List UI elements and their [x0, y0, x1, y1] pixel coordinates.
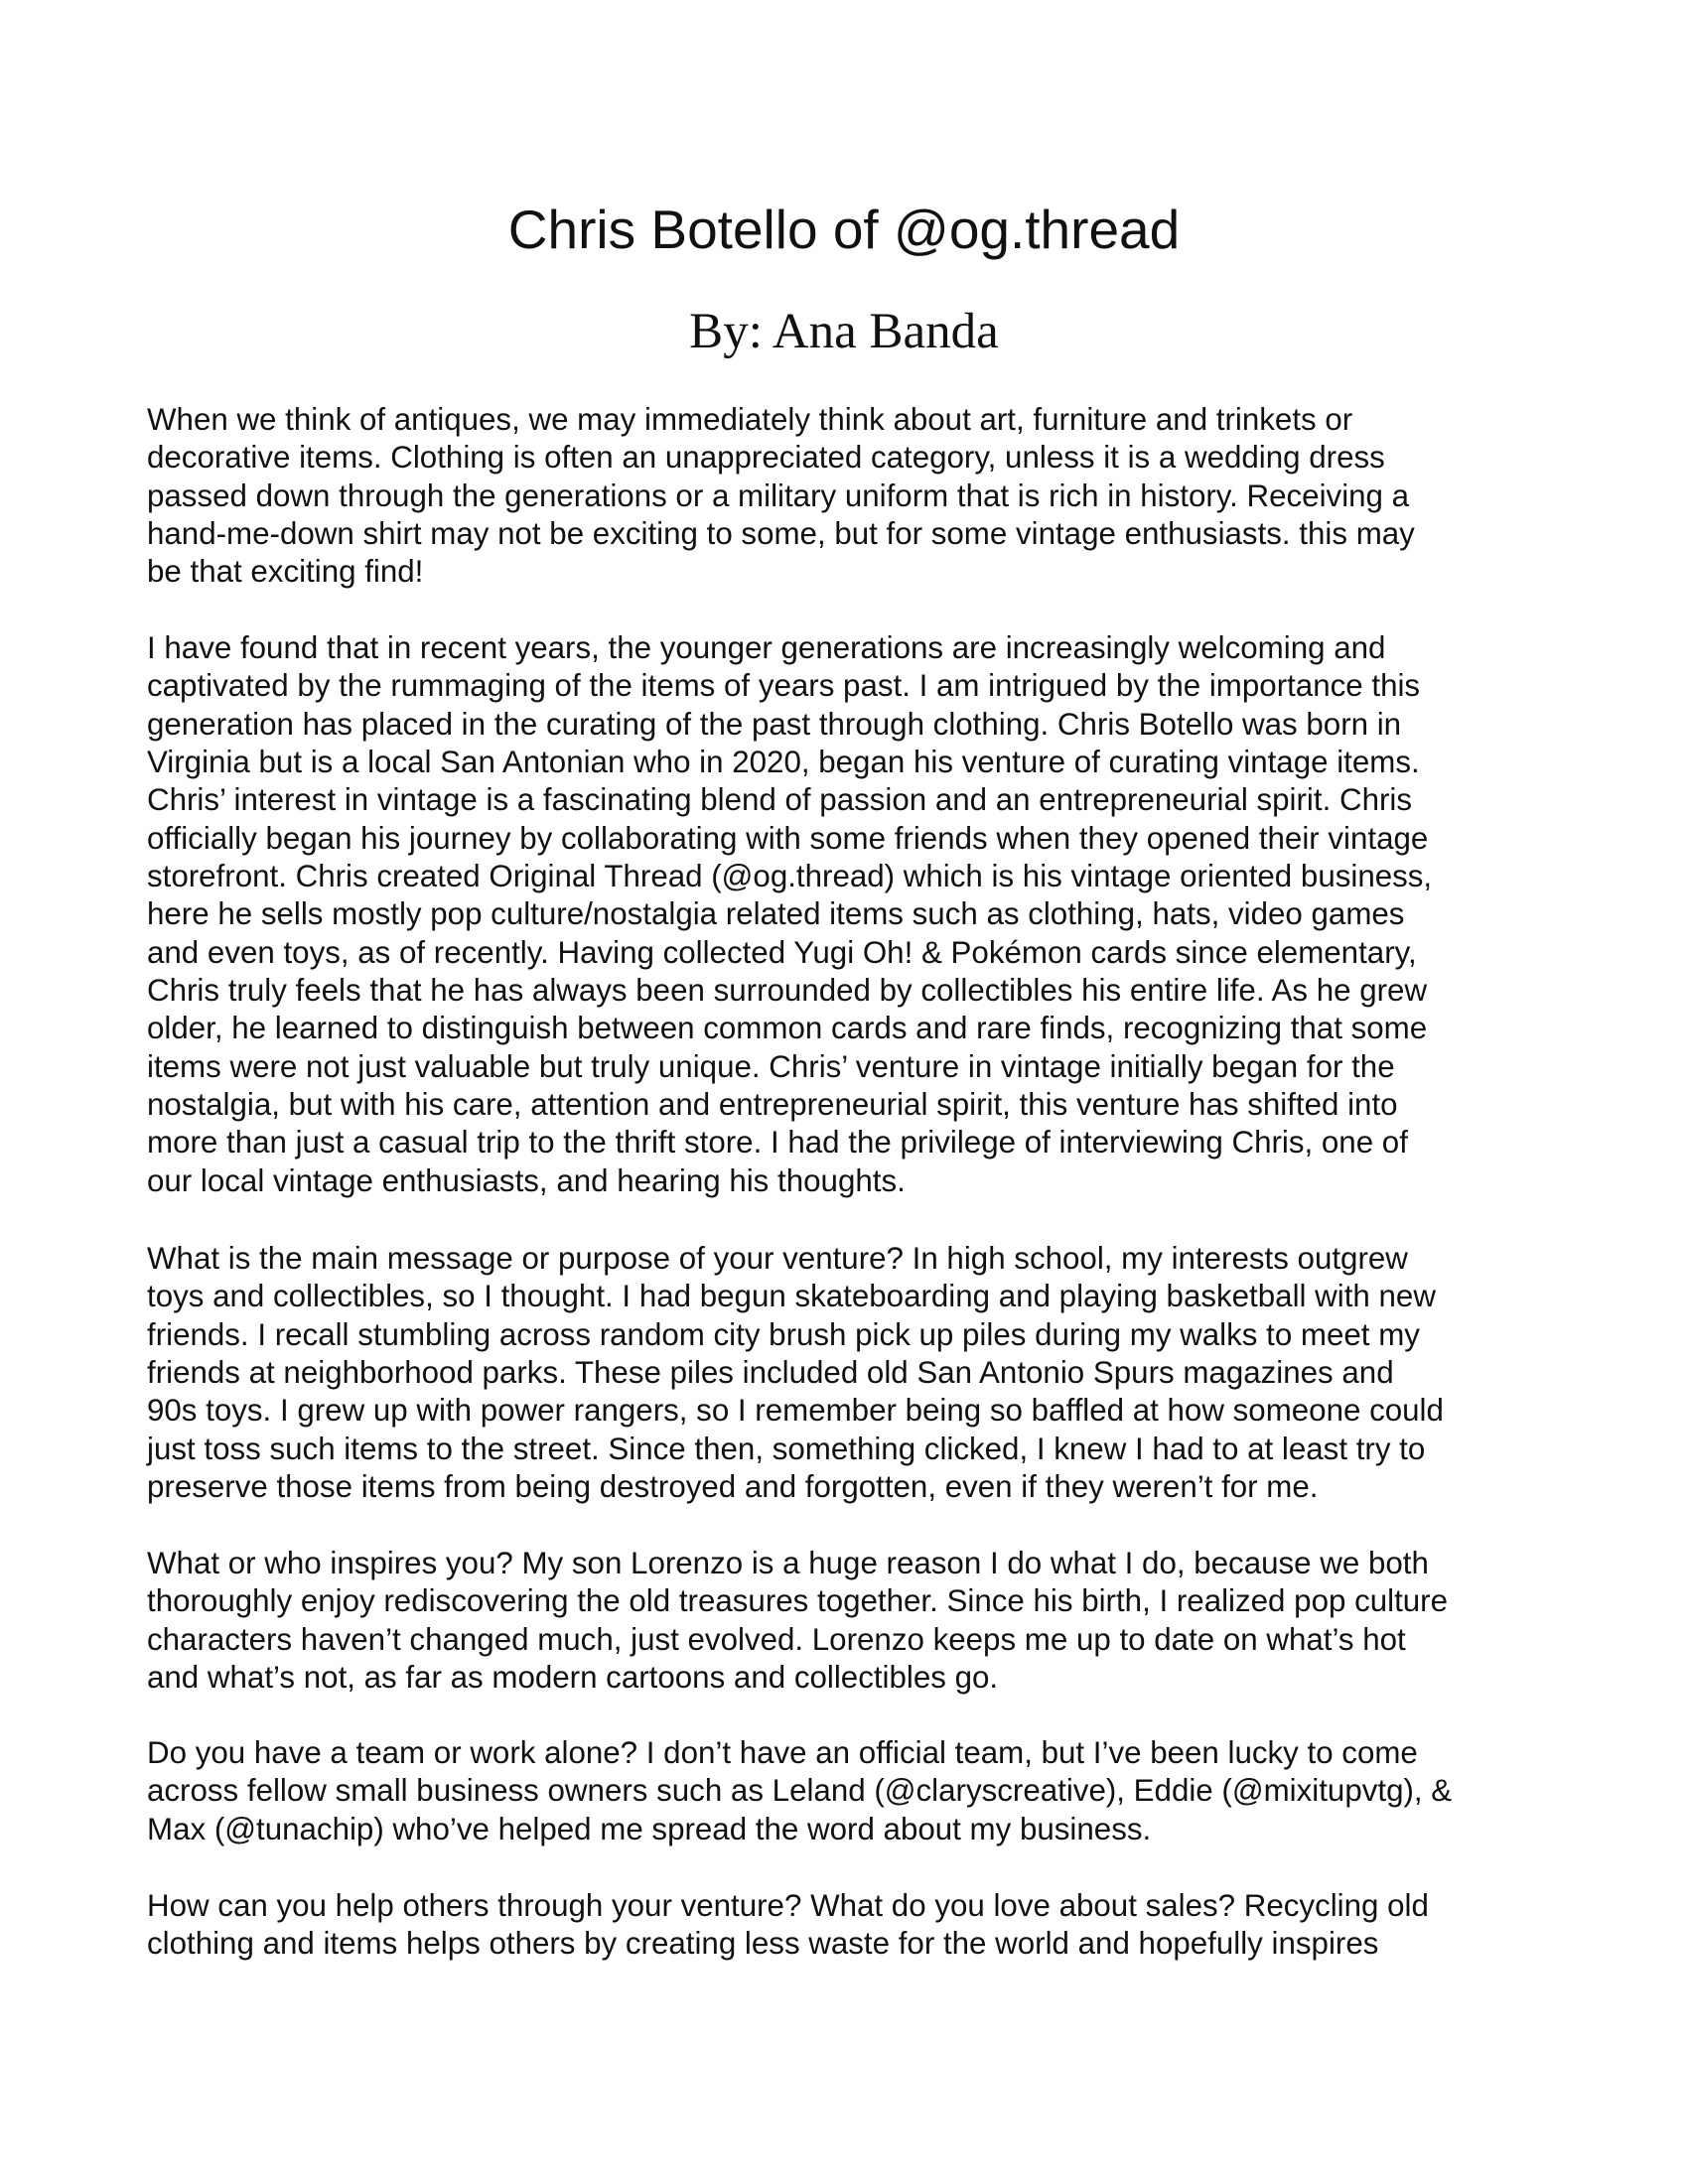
paragraph-question-inspiration: What or who inspires you? My son Lorenzo is a huge reason I do what I do, because we both thoroughly enjoy rediscovering the old treasures together. Since his birth, I realized pop culture characters haven’t changed much, just evolved. Lorenzo keeps me up to date on what’s hot and what’s not, as far as modern cartoons and collectibles go.: [147, 1546, 1449, 1696]
paragraph-question-team: Do you have a team or work alone? I don’t have an official team, but I’ve been lucky to come across fellow small business owners such as Leland (@claryscreative), Eddie (@mixitupvtg), & Max (@tunachip) who’ve helped me spread the word about my business.: [147, 1735, 1453, 1846]
paragraph-question-purpose: What is the main message or purpose of your venture? In high school, my interests outgrew toys and collectibles, so I thought. I had begun skateboarding and playing basketball with new friends. I recall stumbling across random city brush pick up piles during my walks to meet my friends at neighborhood parks. These piles included old San Antonio Spurs magazines and 90s toys. I grew up with power rangers, so I remember being so baffled at how someone could just toss such items to the street. Since then, something clicked, I knew I had to at least try to preserve those items from being destroyed and forgotten, even if they weren’t for me.: [147, 1241, 1444, 1505]
article-title: Chris Botello of @og.thread: [507, 199, 1181, 260]
paragraph-background: I have found that in recent years, the younger generations are increasingly welcoming and captivated by the rummaging of the items of years past. I am intrigued by the importance this generation has placed in the curating of the past through clothing. Chris Botello was born in Virginia but is a local San Antonian who in 2020, began his venture of curating vintage items. Chris’ interest in vintage is a fascinating blend of passion and an entrepreneurial spirit. Chris officially began his journey by collaborating with some friends when they opened their vintage storefront. Chris created Original Thread (@og.thread) which is his vintage oriented business, here he sells mostly pop culture/nostalgia related items such as clothing, hats, video games and even toys, as of recently. Having collected Yugi Oh! & Pokémon cards since elementary, Chris truly feels that he has always been surrounded by collectibles his entire life. As he grew older, he learned to distinguish between common cards and rare finds, recognizing that some items were not just valuable but truly unique. Chris’ venture in vintage initially began for the nostalgia, but with his care, attention and entrepreneurial spirit, this venture has shifted into more than just a casual trip to the thrift store. I had the privilege of interviewing Chris, one of our local vintage enthusiasts, and hearing his thoughts.: [147, 630, 1433, 1198]
paragraph-question-help: How can you help others through your venture? What do you love about sales? Recycling old clothing and items helps others by creating less waste for the world and hopefully inspires: [147, 1888, 1429, 1962]
article-byline: By: Ana Banda: [689, 304, 999, 359]
paragraph-intro: When we think of antiques, we may immediately think about art, furniture and trinkets or decorative items. Clothing is often an unappreciated category, unless it is a wedding dress passed down through the generations or a military uniform that is rich in history. Receiving a hand-me-down shirt may not be exciting to some, but for some vintage enthusiasts. this may be that exciting find!: [147, 402, 1415, 590]
